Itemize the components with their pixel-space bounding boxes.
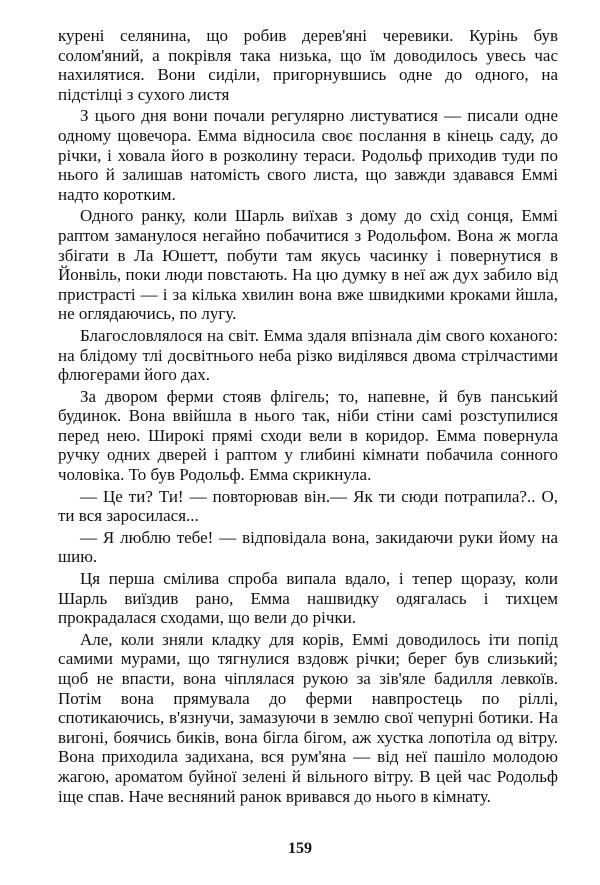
paragraph: Благословлялося на світ. Емма здаля впізнала дім свого коханого: на блідому тлі досвітнього неба різко виділявся двома стрілчастими флюгерами його дах. <box>58 325 558 385</box>
dialogue-line: — Я люблю тебе! — відповідала вона, закидаючи руки йому на шию. <box>58 527 558 567</box>
dialogue-line: — Це ти? Ти! — повторював він.— Як ти сюди потрапила?.. О, ти вся заросилася... <box>58 486 558 526</box>
book-page-text <box>58 26 558 808</box>
paragraph-continued: курені селянина, що робив дерев'яні черевики. Курінь був солом'яний, а покрівля така низька, що їм доводилось увесь час нахилятися. Вони сиділи, пригорнувшись одне до одного, на підстілці з сухого листя <box>58 26 558 104</box>
page-number: 159 <box>288 840 312 857</box>
paragraph: Одного ранку, коли Шарль виїхав з дому до схід сонця, Еммі раптом заманулося негайно побачитися з Родольфом. Вона ж могла збігати в Ла Юшетт, побути там якусь часинку і повернутися в Йонвіль, поки люди повстають. На цю думку в неї аж дух забило від пристрасті — і за кілька хвилин вона вже швидкими кроками йшла, не оглядаючись, по лугу. <box>58 206 558 324</box>
paragraph: Ця перша смілива спроба випала вдало, і тепер щоразу, коли Шарль виїздив рано, Емма нашвидку одягалась і тихцем прокрадалася сходами, що вели до річки. <box>58 569 558 628</box>
paragraph: З цього дня вони почали регулярно листуватися — писали одне одному щовечора. Емма відносила своє послання в кінець саду, до річки, і ховала його в розколину тераси. Родольф приходив туди по нього й залишав натомість свого листа, що завжди здавався Еммі надто коротким. <box>58 106 558 204</box>
paragraph: За двором ферми стояв флігель; то, напевне, й був панський будинок. Вона ввійшла в нього так, ніби стіни самі розступилися перед нею. Широкі прямі сходи вели в коридор. Емма повернула ручку одних дверей і раптом у глибині кімнати побачила сонного чоловіка. То був Родольф. Емма скрикнула. <box>58 386 558 485</box>
paragraph: Але, коли зняли кладку для корів, Еммі доводилось іти попід самими мурами, що тягнулися вздовж річки; берег був слизький; щоб не впасти, вона чіплялася рукою за зів'яле бадилля левкоїв. Потім вона прямувала до ферми навпростець по ріллі, спотикаючись, в'язнучи, замазуючи в землю свої чепурні ботики. На вигоні, боячись биків, вона бігла бігом, аж хустка лопотіла од вітру. Вона приходила задихана, вся рум'яна — від неї пашіло молодою жагою, ароматом буйної зелені й вільного вітру. В цей час Родольф іще спав. Наче весняний ранок вривався до нього в кімнату. <box>58 629 558 806</box>
